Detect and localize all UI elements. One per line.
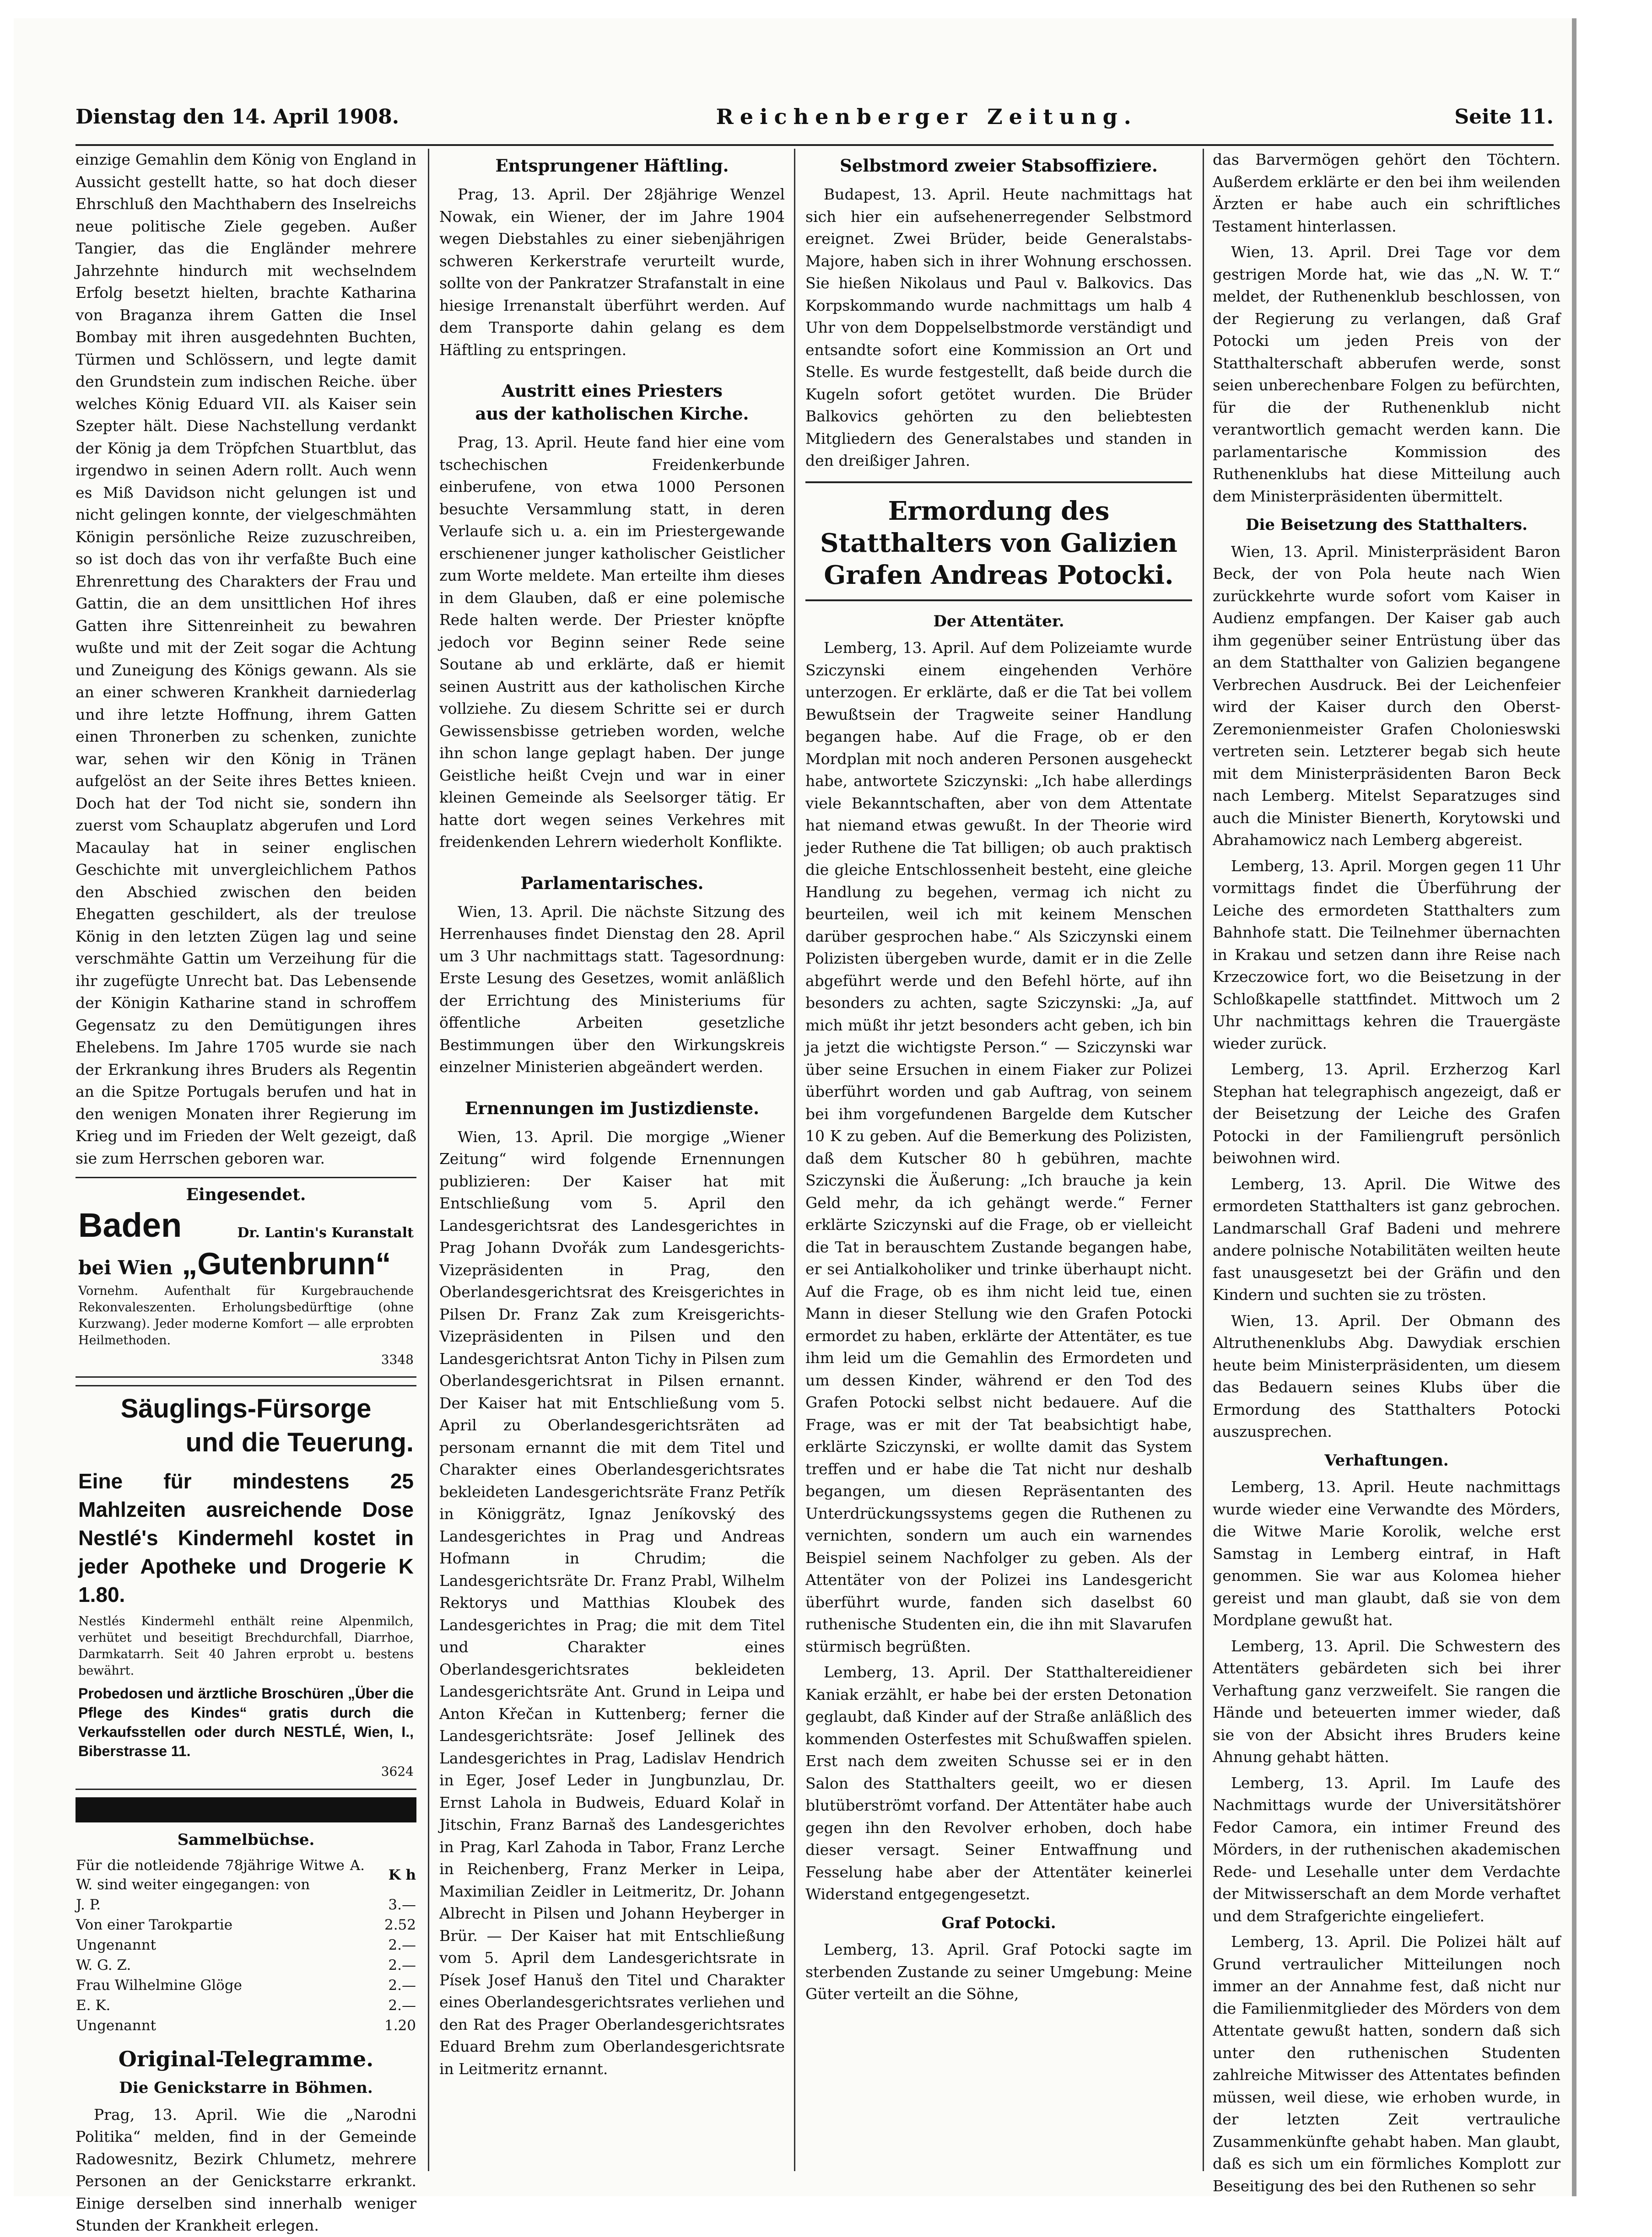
table-row: [76, 1895, 416, 1915]
newspaper-page: [14, 18, 1576, 2234]
article-text: Wien, 13. April. Die morgige „Wiener Zeitung“ wird folgende Ernennungen publizieren: Der Kaiser hat mit Entschließung vom 5. April den Landesgerichtsrat des Landesgerichtes in Prag Johann Dvořák zum Landesgerichts-Vizepräsidenten in Prag, den Oberlandesgerichtsrat des Kreisgerichtes in Pilsen Dr. Franz Zak zum Kreisgerichts-Vizepräsidenten in Pilsen und den Landesgerichtsrat Anton Tichy in Pilsen zum Oberlandesgerichtsrat in Pilsen ernannt. Der Kaiser hat mit Entschließung vom 5. April zu Oberlandesgerichtsräten ad personam ernannt die mit dem Titel und Charakter eines Oberlandesgerichtsrates bekleideten Landesgerichtsräte Franz Petřík in Königgrätz, Ignaz Jeníkovský des Landesgerichtes in Prag und Andreas Hofmann in Chrudim; die Landesgerichtsräte Dr. Franz Prabl, Wilhelm Rektorys und Matthias Kloubek des Landesgerichtes in Prag; die mit dem Titel und Charakter eines Oberlandesgerichtsrates bekleideten Landesgerichtsräte Ant. Grund in Leipa und Anton Křečan in Kuttenberg; ferner die Landesgerichtsräte: Josef Jellinek des Landesgerichtes in Prag, Ladislav Hendrich in Eger, Josef Leder in Jungbunzlau, Dr. Ernst Lahola in Budweis, Eduard Kolař in Jitschin, Franz Barnaš des Landesgerichtes in Prag, Karl Zahoda in Tabor, Franz Lerche in Reichenberg, Franz Merker in Leipa, Maximilian Zeidler in Leitmeritz, Dr. Johann Albrecht in Pilsen und Johann Heyberger in Brür. — Der Kaiser hat mit Entschließung vom 5. April dem Landesgerichtsrate in Písek Josef Hanuš den Titel und Charakter eines Oberlandesgerichtsrates verliehen und den Rat des Prager Oberlandesgerichtsrates Eduard Brehm zum Oberlandesgerichtsrate in Leitmeritz ernannt.: [439, 1127, 785, 2078]
article-heading: Die Beisetzung des Statthalters.: [1246, 516, 1528, 534]
table-cell: Frau Wilhelmine Glöge: [76, 1977, 243, 1994]
article-text: Lemberg, 13. April. Der Statthaltereidiener Kaniak erzählt, er habe bei der ersten Detonation geglaubt, daß Kinder auf der Straße anläßlich des kommenden Osterfestes mit Schußwaffen spielen. Erst nach dem zweiten Schusse sei er in den Salon des Statthalters geeilt, wo er diesen blutüberströmt vorfand. Der Attentäter habe auch gegen ihn den Revolver erhoben, doch habe dieser versagt. Seiner Entwaffnung und Fesselung habe aber der Attentäter keinerlei Widerstand entgegengesetzt.: [805, 1663, 1192, 1903]
table-row: [76, 1935, 416, 1955]
headline-box: [805, 481, 1192, 601]
ad-code: 3624: [381, 1764, 414, 1779]
advertisement-nestle: [76, 1385, 416, 1790]
table-cell: 3.—: [388, 1897, 416, 1913]
table-cell: Ungenannt: [76, 2017, 157, 2034]
column-4: [1213, 149, 1560, 2195]
article-text: Wien, 13. April. Drei Tage vor dem gestrigen Morde hat, wie das „N. W. T.“ meldet, der Ruthenenklub beschlossen, von der Regierung zu verlangen, daß Graf Potocki um jeden Preis von der Statthalterschaft abberufen werde, sonst seien unberechenbare Folgen zu befürchten, für die der Ruthenenklub nicht verantwortlich gemacht werden kann. Die parlamentarische Kommission des Ruthenenklubs hat diese Mitteilung auch dem Ministerpräsidenten übermittelt.: [1213, 243, 1560, 505]
table-row: [76, 1915, 416, 1935]
ad-text: Vornehm. Aufenthalt für Kurgebrauchende Rekonvaleszenten. Erholungsbedürftige (ohne Kurzwang). Jeder moderne Komfort — alle erprobten Heilmethoden.: [78, 1283, 414, 1348]
ad-code: 3348: [381, 1352, 414, 1367]
article-text: Lemberg, 13. April. Morgen gegen 11 Uhr vormittags findet die Überführung der Leiche des ermordeten Statthalters zum Bahnhofe statt. Die Teilnehmer übernachten in Krakau und setzen dann ihre Reise nach Krzeczowice fort, wo die Beisetzung in der Schloßkapelle stattfindet. Mittwoch um 2 Uhr nachmittags kehren die Trauergäste wieder zurück.: [1213, 857, 1560, 1052]
ad-name: „Gutenbrunn“: [182, 1246, 391, 1281]
article-heading: Verhaftungen.: [1324, 1451, 1449, 1470]
table-cell: 2.52: [384, 1917, 416, 1933]
article-text: Lemberg, 13. April. Die Witwe des ermordeten Statthalters ist ganz gebrochen. Landmarschall Graf Badeni und mehrere andere polnische Notabilitäten weilten heute fast unausgesetzt bei der Gräfin und den Kindern und suchten sie zu trösten.: [1213, 1175, 1560, 1304]
column-1: [76, 149, 416, 2234]
article-text: einzige Gemahlin dem König von England in Aussicht gestellt hatte, so hat doch dieser Ehrschluß den Machthabern des Inselreichs neue politische Ziele gegeben. Außer Tangier, das die Engländer mehrere Jahrzehnte hindurch mit wechselndem Erfolg besetzt hielten, brachte Katharina von Braganza ihrem Gatten die Insel Bombay mit ihren ausgedehnten Buchten, Türmen und Schlössern, und legte damit den Grundstein zum indischen Reiche. über welches König Eduard VII. als Kaiser sein Szepter hält. Diese Nachstellung verdankt der König ja dem Tröpfchen Stuartblut, das irgendwo in seinen Adern rollt. Auch wenn es Miß Davidson nicht gelungen ist und nicht gelingen konnte, der vielgeschmähten Königin persönliche Reize zuzuschreiben, so ist doch das von ihr verfaßte Buch eine Ehrenrettung des Charakters der Frau und Gattin, die an dem unsittlichen Hof ihres Gatten ihre Sittenreinheit zu bewahren wußte und mit der Zeit sogar die Achtung und Zuneigung des Königs gewann. Als sie an einer schweren Krankheit darniederlag und ihre letzte Hoffnung, ihrem Gatten einen Thronerben zu schenken, zunichte war, sehen wir den König in Tränen aufgelöst an der Seite ihres Bettes knieen. Doch hat der Tod nicht sie, sondern ihn zuerst vom Schauplatz abgerufen und Lord Macaulay hat in seiner englischen Geschichte mit unvergleichlichem Pathos den Abschied zwischen den beiden Ehegatten geschildert, als der treulose König in den letzten Zügen lag und seine verschmähte Gattin um Verzeihung für die ihr zugefügte Unrecht bat. Das Lebensende der Königin Katharine stand in schroffem Gegensatz zu den Demütigungen ihres Ehelebens. Im Jahre 1705 wurde sie nach der Erkrankung ihres Bruders als Regentin an die Spitze Portugals berufen und hat in den wenigen Monaten ihrer Regierung im Krieg und im Frieden der Welt gezeigt, daß sie zum Herrschen geboren war.: [76, 151, 416, 1167]
table-cell: Ungenannt: [76, 1937, 157, 1953]
table-cell: 2.—: [388, 1997, 416, 2014]
article-text: Prag, 13. April. Wie die „Narodni Politika“ melden, find in der Gemeinde Radowesnitz, Bezirk Chlumetz, mehrere Personen an der Genickstarre erkrankt. Einige derselben sind innerhalb weniger Stunden der Krankheit erlegen.: [76, 2105, 416, 2234]
column-divider: [1203, 149, 1204, 2171]
article-heading: Entsprungener Häftling.: [495, 156, 729, 176]
table-row: [76, 2016, 416, 2036]
article-text: Budapest, 13. April. Heute nachmittags hat sich hier ein aufsehenerregender Selbstmord ereignet. Zwei Brüder, beide Generalstabs-Majore, haben sich in ihrer Wohnung erschossen. Sie hießen Nikolaus und Paul v. Balkovics. Das Korpskommando wurde nachmittags um halb 4 Uhr von dem Doppelselbstmorde verständigt und entsandte sofort eine Kommission an Ort und Stelle. Es wurde festgestellt, daß beide durch die Kugeln sofort getötet wurden. Die Brüder Balkovics gehörten zu den beliebtesten Mitgliedern des Generalstabes und standen in den dreißiger Jahren.: [805, 185, 1192, 469]
article-text: Wien, 13. April. Ministerpräsident Baron Beck, der von Pola heute nach Wien zurückkehrte wurde sofort vom Kaiser in Audienz empfangen. Der Kaiser gab auch ihm gegenüber seiner Entrüstung über das an dem Statthalter von Galizien begangene Verbrechen Ausdruck. Bei der Leichenfeier wird der Kaiser durch den Oberst-Zeremonienmeister Grafen Cholonieswski vertreten sein. Letzterer begab sich heute mit dem Ministerpräsidenten Baron Beck nach Lemberg. Mitelst Separatzuges sind auch die Minister Bienerth, Korytowski und Abrahamowicz nach Lemberg abgereist.: [1213, 542, 1560, 849]
article-heading: Die Genickstarre in Böhmen.: [119, 2079, 373, 2097]
header-page-number: Seite 11.: [1454, 105, 1554, 129]
ad-headline: Baden: [78, 1206, 182, 1244]
header-date: Dienstag den 14. April 1908.: [76, 105, 400, 129]
table-cell: Von einer Tarokpartie: [76, 1917, 233, 1933]
article-text: Wien, 13. April. Der Obmann des Altruthenenklubs Abg. Dawydiak erschien heute beim Ministerpräsidenten, um diesem das Bedauern seines Klubs über die Ermordung des Statthalters Potocki auszusprechen.: [1213, 1311, 1560, 1440]
ad-subheadline: und die Teuerung.: [185, 1428, 414, 1457]
article-text: Lemberg, 13. April. Im Laufe des Nachmittags wurde der Universitätshörer Fedor Camora, ein intimer Freund des Mörders, in der ruthenischen akademischen Rede- und Lesehalle unter dem Verdachte der Mitwisserschaft an dem Morde verhaftet und dem Strafgerichte eingeliefert.: [1213, 1773, 1560, 1925]
article-subheading: Graf Potocki.: [941, 1914, 1056, 1932]
main-headline: Ermordung des Statthalters von Galizien Grafen Andreas Potocki.: [820, 496, 1177, 590]
article-text: Lemberg, 13. April. Heute nachmittags wurde wieder eine Verwandte des Mörders, die Witwe Marie Korolik, welche erst Samstag in Lemberg eintraf, in Haft genommen. Sie war aus Kolomea hieher gereist und man glaubt, daß sie von dem Mordplane gewußt hat.: [1213, 1478, 1560, 1629]
column-2: [439, 149, 785, 2171]
table-cell: K h: [388, 1867, 416, 1883]
page-header: [76, 92, 1554, 142]
table-cell: J. P.: [76, 1897, 101, 1913]
article-text: das Barvermögen gehört den Töchtern. Außerdem erklärte er den bei ihm weilenden Ärzten er habe auch ein schriftliches Testament hinterlassen.: [1213, 151, 1560, 235]
column-divider: [428, 149, 429, 2171]
article-text: Lemberg, 13. April. Erzherzog Karl Stephan hat telegraphisch angezeigt, daß er der Beisetzung der Leiche des Grafen Potocki in der Familiengruft persönlich beiwohnen wird.: [1213, 1060, 1560, 1167]
article-text: Lemberg, 13. April. Graf Potocki sagte im sterbenden Zustande zu seiner Umgebung: Meine Güter verteilt an die Söhne,: [805, 1941, 1192, 2003]
header-masthead: Reichenberger Zeitung.: [716, 104, 1138, 129]
ad-location: bei Wien: [78, 1256, 173, 1279]
ad-kuranstalt: Dr. Lantin's Kuranstalt: [237, 1225, 414, 1241]
black-rule: [76, 1797, 416, 1822]
article-text: Lemberg, 13. April. Die Schwestern des Attentäters gebärdeten sich bei ihrer Verhaftung ganz verzweifelt. Sie rangen die Hände und beteuerten immer wieder, daß sie von der Absicht ihres Bruders keine Ahnung gehabt hätten.: [1213, 1637, 1560, 1766]
column-divider: [794, 149, 795, 2171]
article-text: Lemberg, 13. April. Die Polizei hält auf Grund vertraulicher Mitteilungen noch immer an der Annahme fest, daß nicht nur die Familienmitglieder des Mörders von dem Attentate gewußt hatten, sondern daß sich unter den ruthenischen Studenten zahlreiche Mitwisser des Attentates befinden müssen, weil diese, wie erhoben wurde, in der letzten Zeit vertrauliche Zusammenkünfte gehabt haben. Man glaubt, daß es sich um ein förmliches Komplott zur Beseitigung des bei den Ruthenen so sehr: [1213, 1933, 1560, 2195]
ad-text: Eine für mindestens 25 Mahlzeiten ausreichende Dose Nestlé's Kindermehl kostet in jeder Apotheke und Drogerie K 1.80.: [78, 1469, 414, 1606]
table-cell: 2.—: [388, 1957, 416, 1973]
table-cell: 1.20: [384, 2017, 416, 2034]
article-text: Prag, 13. April. Der 28jährige Wenzel Nowak, ein Wiener, der im Jahre 1904 wegen Diebstahles zu einer siebenjährigen schweren Kerkerstrafe verurteilt wurde, sollte von der Pankratzer Strafanstalt in eine hiesige Irrenanstalt überführt werden. Auf dem Transporte dahin gelang es dem Häftling zu entspringen.: [439, 185, 785, 359]
article-subheading: Der Attentäter.: [933, 612, 1064, 631]
advertisement-gutenbrunn: [76, 1177, 416, 1378]
table-cell: W. G. Z.: [76, 1957, 131, 1973]
section-heading: Sammelbüchse.: [177, 1830, 315, 1849]
article-text: Wien, 13. April. Die nächste Sitzung des Herrenhauses findet Dienstag den 28. April um 3 Uhr nachmittags statt. Tagesordnung: Erste Lesung des Gesetzes, womit anläßlich der Errichtung des Ministeriums für öffentliche Arbeiten gesetzliche Bestimmungen über den Wirkungskreis einzelner Ministerien abgeändert werden.: [439, 902, 785, 1076]
ad-label: Eingesendet.: [186, 1185, 306, 1204]
article-heading: Selbstmord zweier Stabsoffiziere.: [840, 156, 1158, 176]
table-cell: 2.—: [388, 1937, 416, 1953]
table-cell: 2.—: [388, 1977, 416, 1994]
article-text: Lemberg, 13. April. Auf dem Polizeiamte wurde Sziczynski einem eingehenden Verhöre unterzogen. Er erklärte, daß er die Tat bei vollem Bewußtsein der Tragweite seiner Handlung begangen habe. Auf die Frage, ob er den Mordplan mit noch anderen Personen ausgeheckt habe, antwortete Sziczynski: „Ich habe allerdings viele Bekanntschaften, aber von dem Attentate hat niemand etwas gewußt. In der Theorie wird jeder Ruthene die Tat billigen; ob auch praktisch die gleiche Entschlossenheit besteht, eine gleiche Handlung zu begehen, vermag ich nicht zu beurteilen, weil ich mit keinem Menschen darüber gesprochen habe.“ Als Sziczynski einem Polizisten übergeben wurde, damit er in die Zelle abgeführt werde und den Befehl hörte, auf ihn besonders zu achten, sagte Sziczynski: „Ja, auf mich müßt ihr jetzt besonders acht geben, ich bin ja jetzt die wichtigste Person.“ — Sziczynski war über seine Ersuchen in einem Fiaker zur Polizei überführt worden und gab Auftrag, von seinem bei ihm vorgefundenen Bargelde dem Kutscher 10 K zu geben. Auf die Bemerkung des Polizisten, daß dem Kutscher 80 h gebühren, machte Sziczynski die Äußerung: „Ich brauche ja kein Geld mehr, da ich gehängt werde.“ Ferner erklärte Sziczynski auf die Frage, ob er vielleicht die Tat in berauschtem Zustande begangen habe, er sei Antialkoholiker und trinke überhaupt nicht. Auf die Frage, ob es ihm nicht leid tue, einen Mann in dieser Stellung wie den Grafen Potocki ermordet zu haben, erklärte der Attentäter, es tue ihm leid um die Gemahlin des Ermordeten und um dessen Kinder, während er den Tod des Grafen Potocki selbst nicht bedauere. Auf die Frage, was er mit der Tat beabsichtigt habe, erklärte Sziczynski, er wollte damit das System treffen und er habe die Tat nicht nur deshalb begangen, um diesen Repräsentanten des Unterdrückungssystems gegen die Ruthenen zu vernichten, sondern um auch ein warnendes Beispiel seinem Nachfolger zu geben. Als der Attentäter von der Polizei ins Landesgericht überführt wurde, fanden sich daselbst 60 ruthenische Studenten ein, die ihn mit Slavarufen stürmisch begrüßten.: [805, 639, 1192, 1655]
section-heading: Original-Telegramme.: [118, 2047, 374, 2071]
donation-table: [76, 1855, 416, 2036]
article-heading: Ernennungen im Justizdienste.: [464, 1098, 760, 1118]
table-row: [76, 1855, 416, 1895]
table-row: [76, 1995, 416, 2016]
table-row: [76, 1975, 416, 1995]
header-rule: [76, 144, 1554, 146]
article-text: Prag, 13. April. Heute fand hier eine vom tschechischen Freidenkerbunde einberufene, von etwa 1000 Personen besuchte Versammlung statt, in deren Verlaufe sich u. a. ein im Priestergewande erschienener junger katholischer Geistlicher zum Worte meldete. Man erteilte ihm dieses in dem Glauben, daß er eine polemische Rede halten werde. Der Priester knöpfte jedoch vor Beginn seiner Rede seine Soutane ab und erklärte, daß er hiemit seinen Austritt aus der katholischen Kirche vollziehe. Zu diesem Schritte sei er durch Gewissensbisse getrieben worden, welche ihn schon lange geplagt haben. Der junge Geistliche heißt Cvejn und war in einer kleinen Gemeinde als Seelsorger tätig. Er hatte dort wegen seines Verkehres mit freidenkenden Lehrern wiederholt Konflikte.: [439, 433, 785, 851]
article-heading: Austritt eines Priesters: [502, 381, 723, 401]
table-cell: E. K.: [76, 1997, 111, 2014]
table-cell: Für die notleidende 78jährige Witwe A. W. sind weiter eingegangen: von: [76, 1857, 365, 1893]
ad-headline: Säuglings-Fürsorge: [120, 1394, 372, 1423]
article-heading: aus der katholischen Kirche.: [475, 404, 749, 424]
table-row: [76, 1955, 416, 1975]
article-heading: Parlamentarisches.: [520, 873, 704, 893]
ad-small-text: Nestlés Kindermehl enthält reine Alpenmilch, verhütet und beseitigt Brechdurchfall, Diarrhoe, Darmkatarrh. Seit 40 Jahren erprobt u. bestens bewährt.: [78, 1614, 414, 1678]
column-3: [805, 149, 1192, 2171]
ad-footer: Probedosen und ärztliche Broschüren „Über die Pflege des Kindes“ gratis durch die Verkaufsstellen oder durch NESTLÉ, Wien, I., Biberstrasse 11.: [78, 1685, 414, 1759]
